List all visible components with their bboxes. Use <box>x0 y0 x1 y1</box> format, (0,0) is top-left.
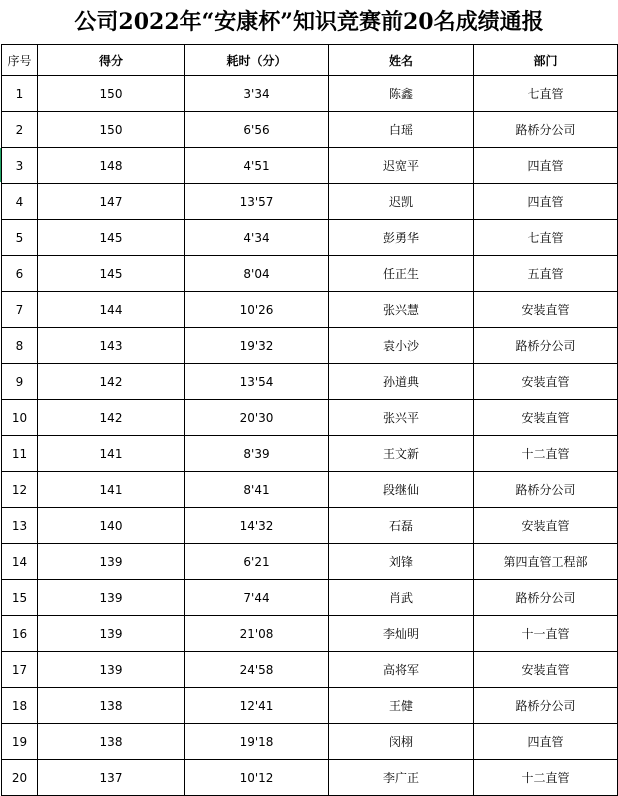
cell-time[interactable]: 20'30 <box>185 400 329 436</box>
cell-name[interactable]: 肖武 <box>329 580 474 616</box>
cell-name[interactable]: 袁小沙 <box>329 328 474 364</box>
cell-seq[interactable]: 5 <box>2 220 38 256</box>
cell-name[interactable]: 王健 <box>329 688 474 724</box>
cell-score[interactable]: 141 <box>38 436 185 472</box>
cell-seq[interactable]: 19 <box>2 724 38 760</box>
cell-time[interactable]: 14'32 <box>185 508 329 544</box>
cell-time[interactable]: 4'51 <box>185 148 329 184</box>
cell-seq[interactable]: 2 <box>2 112 38 148</box>
cell-score[interactable]: 140 <box>38 508 185 544</box>
cell-time[interactable]: 4'34 <box>185 220 329 256</box>
cell-name[interactable]: 石磊 <box>329 508 474 544</box>
table-row <box>2 256 618 292</box>
cell-seq[interactable]: 12 <box>2 472 38 508</box>
cell-department[interactable]: 路桥分公司 <box>474 688 618 724</box>
cell-department[interactable]: 七直管 <box>474 76 618 112</box>
table-row <box>2 184 618 220</box>
cell-time[interactable]: 10'26 <box>185 292 329 328</box>
cell-score[interactable]: 142 <box>38 400 185 436</box>
cell-time[interactable]: 8'04 <box>185 256 329 292</box>
header-row <box>2 45 618 76</box>
cell-department[interactable]: 十一直管 <box>474 616 618 652</box>
cell-name[interactable]: 任正生 <box>329 256 474 292</box>
cell-seq[interactable]: 8 <box>2 328 38 364</box>
table-row <box>2 472 618 508</box>
cell-name[interactable]: 孙道典 <box>329 364 474 400</box>
cell-time[interactable]: 19'18 <box>185 724 329 760</box>
cell-time[interactable]: 6'21 <box>185 544 329 580</box>
cell-score[interactable]: 139 <box>38 616 185 652</box>
cell-score[interactable]: 143 <box>38 328 185 364</box>
cell-score[interactable]: 138 <box>38 688 185 724</box>
cell-seq[interactable]: 16 <box>2 616 38 652</box>
cell-score[interactable]: 147 <box>38 184 185 220</box>
cell-name[interactable]: 陈鑫 <box>329 76 474 112</box>
cell-score[interactable]: 138 <box>38 724 185 760</box>
cell-department[interactable]: 安装直管 <box>474 400 618 436</box>
cell-seq[interactable]: 4 <box>2 184 38 220</box>
cell-name[interactable]: 刘锋 <box>329 544 474 580</box>
cell-department[interactable]: 十二直管 <box>474 760 618 796</box>
cell-time[interactable]: 7'44 <box>185 580 329 616</box>
table-row <box>2 616 618 652</box>
cell-score[interactable]: 148 <box>38 148 185 184</box>
cell-score[interactable]: 137 <box>38 760 185 796</box>
cell-seq[interactable]: 15 <box>2 580 38 616</box>
cell-name[interactable]: 张兴慧 <box>329 292 474 328</box>
cell-time[interactable]: 10'12 <box>185 760 329 796</box>
cell-department[interactable]: 第四直管工程部 <box>474 544 618 580</box>
cell-time[interactable]: 3'34 <box>185 76 329 112</box>
cell-score[interactable]: 150 <box>38 76 185 112</box>
table-row <box>2 760 618 796</box>
results-table <box>1 44 618 796</box>
cell-seq[interactable]: 14 <box>2 544 38 580</box>
cell-department[interactable]: 四直管 <box>474 148 618 184</box>
cell-seq[interactable]: 7 <box>2 292 38 328</box>
table-row <box>2 688 618 724</box>
header-score[interactable]: 得分 <box>38 45 185 76</box>
table-row <box>2 652 618 688</box>
cell-time[interactable]: 24'58 <box>185 652 329 688</box>
cell-time[interactable]: 8'39 <box>185 436 329 472</box>
cell-seq[interactable]: 9 <box>2 364 38 400</box>
cell-name[interactable]: 白瑶 <box>329 112 474 148</box>
cell-seq[interactable]: 10 <box>2 400 38 436</box>
table-row <box>2 580 618 616</box>
table-row <box>2 364 618 400</box>
cell-department[interactable]: 路桥分公司 <box>474 112 618 148</box>
table-row <box>2 76 618 112</box>
table-row <box>2 148 618 184</box>
cell-score[interactable]: 139 <box>38 580 185 616</box>
cell-score[interactable]: 141 <box>38 472 185 508</box>
cell-seq[interactable]: 6 <box>2 256 38 292</box>
header-department[interactable]: 部门 <box>474 45 618 76</box>
table-row <box>2 436 618 472</box>
cell-score[interactable]: 144 <box>38 292 185 328</box>
table-row <box>2 544 618 580</box>
cell-name[interactable]: 闵栩 <box>329 724 474 760</box>
header-name[interactable]: 姓名 <box>329 45 474 76</box>
cell-time[interactable]: 12'41 <box>185 688 329 724</box>
cell-department[interactable]: 路桥分公司 <box>474 328 618 364</box>
table-row <box>2 292 618 328</box>
cell-department[interactable]: 安装直管 <box>474 508 618 544</box>
page-title: 公司2022年“安康杯”知识竞赛前20名成绩通报 <box>74 9 544 35</box>
cell-time[interactable]: 19'32 <box>185 328 329 364</box>
table-row <box>2 400 618 436</box>
cell-time[interactable]: 6'56 <box>185 112 329 148</box>
cell-department[interactable]: 安装直管 <box>474 652 618 688</box>
cell-name[interactable]: 彭勇华 <box>329 220 474 256</box>
cell-score[interactable]: 145 <box>38 256 185 292</box>
cell-department[interactable]: 安装直管 <box>474 364 618 400</box>
cell-time[interactable]: 13'57 <box>185 184 329 220</box>
header-seq[interactable]: 序号 <box>2 45 38 76</box>
table-row <box>2 112 618 148</box>
cell-seq[interactable]: 3 <box>2 148 38 184</box>
cell-time[interactable]: 13'54 <box>185 364 329 400</box>
cell-seq[interactable]: 17 <box>2 652 38 688</box>
cell-name[interactable]: 高将军 <box>329 652 474 688</box>
cell-score[interactable]: 142 <box>38 364 185 400</box>
header-time[interactable]: 耗时（分） <box>185 45 329 76</box>
cell-seq[interactable]: 13 <box>2 508 38 544</box>
cell-seq[interactable]: 11 <box>2 436 38 472</box>
cell-name[interactable]: 迟凯 <box>329 184 474 220</box>
table-row <box>2 508 618 544</box>
cell-name[interactable]: 迟宽平 <box>329 148 474 184</box>
cell-name[interactable]: 李广正 <box>329 760 474 796</box>
cell-department[interactable]: 四直管 <box>474 724 618 760</box>
cell-time[interactable]: 21'08 <box>185 616 329 652</box>
table-row <box>2 724 618 760</box>
cell-score[interactable]: 150 <box>38 112 185 148</box>
cell-department[interactable]: 七直管 <box>474 220 618 256</box>
cell-name[interactable]: 段继仙 <box>329 472 474 508</box>
table-row <box>2 220 618 256</box>
cell-score[interactable]: 145 <box>38 220 185 256</box>
cell-name[interactable]: 张兴平 <box>329 400 474 436</box>
cell-department[interactable]: 路桥分公司 <box>474 580 618 616</box>
cell-seq[interactable]: 1 <box>2 76 38 112</box>
cell-department[interactable]: 四直管 <box>474 184 618 220</box>
cell-department[interactable]: 安装直管 <box>474 292 618 328</box>
cell-seq[interactable]: 20 <box>2 760 38 796</box>
cell-department[interactable]: 五直管 <box>474 256 618 292</box>
table-row <box>2 328 618 364</box>
cell-name[interactable]: 王文新 <box>329 436 474 472</box>
cell-score[interactable]: 139 <box>38 544 185 580</box>
cell-score[interactable]: 139 <box>38 652 185 688</box>
cell-department[interactable]: 十二直管 <box>474 436 618 472</box>
cell-seq[interactable]: 18 <box>2 688 38 724</box>
cell-time[interactable]: 8'41 <box>185 472 329 508</box>
cell-name[interactable]: 李灿明 <box>329 616 474 652</box>
cell-department[interactable]: 路桥分公司 <box>474 472 618 508</box>
